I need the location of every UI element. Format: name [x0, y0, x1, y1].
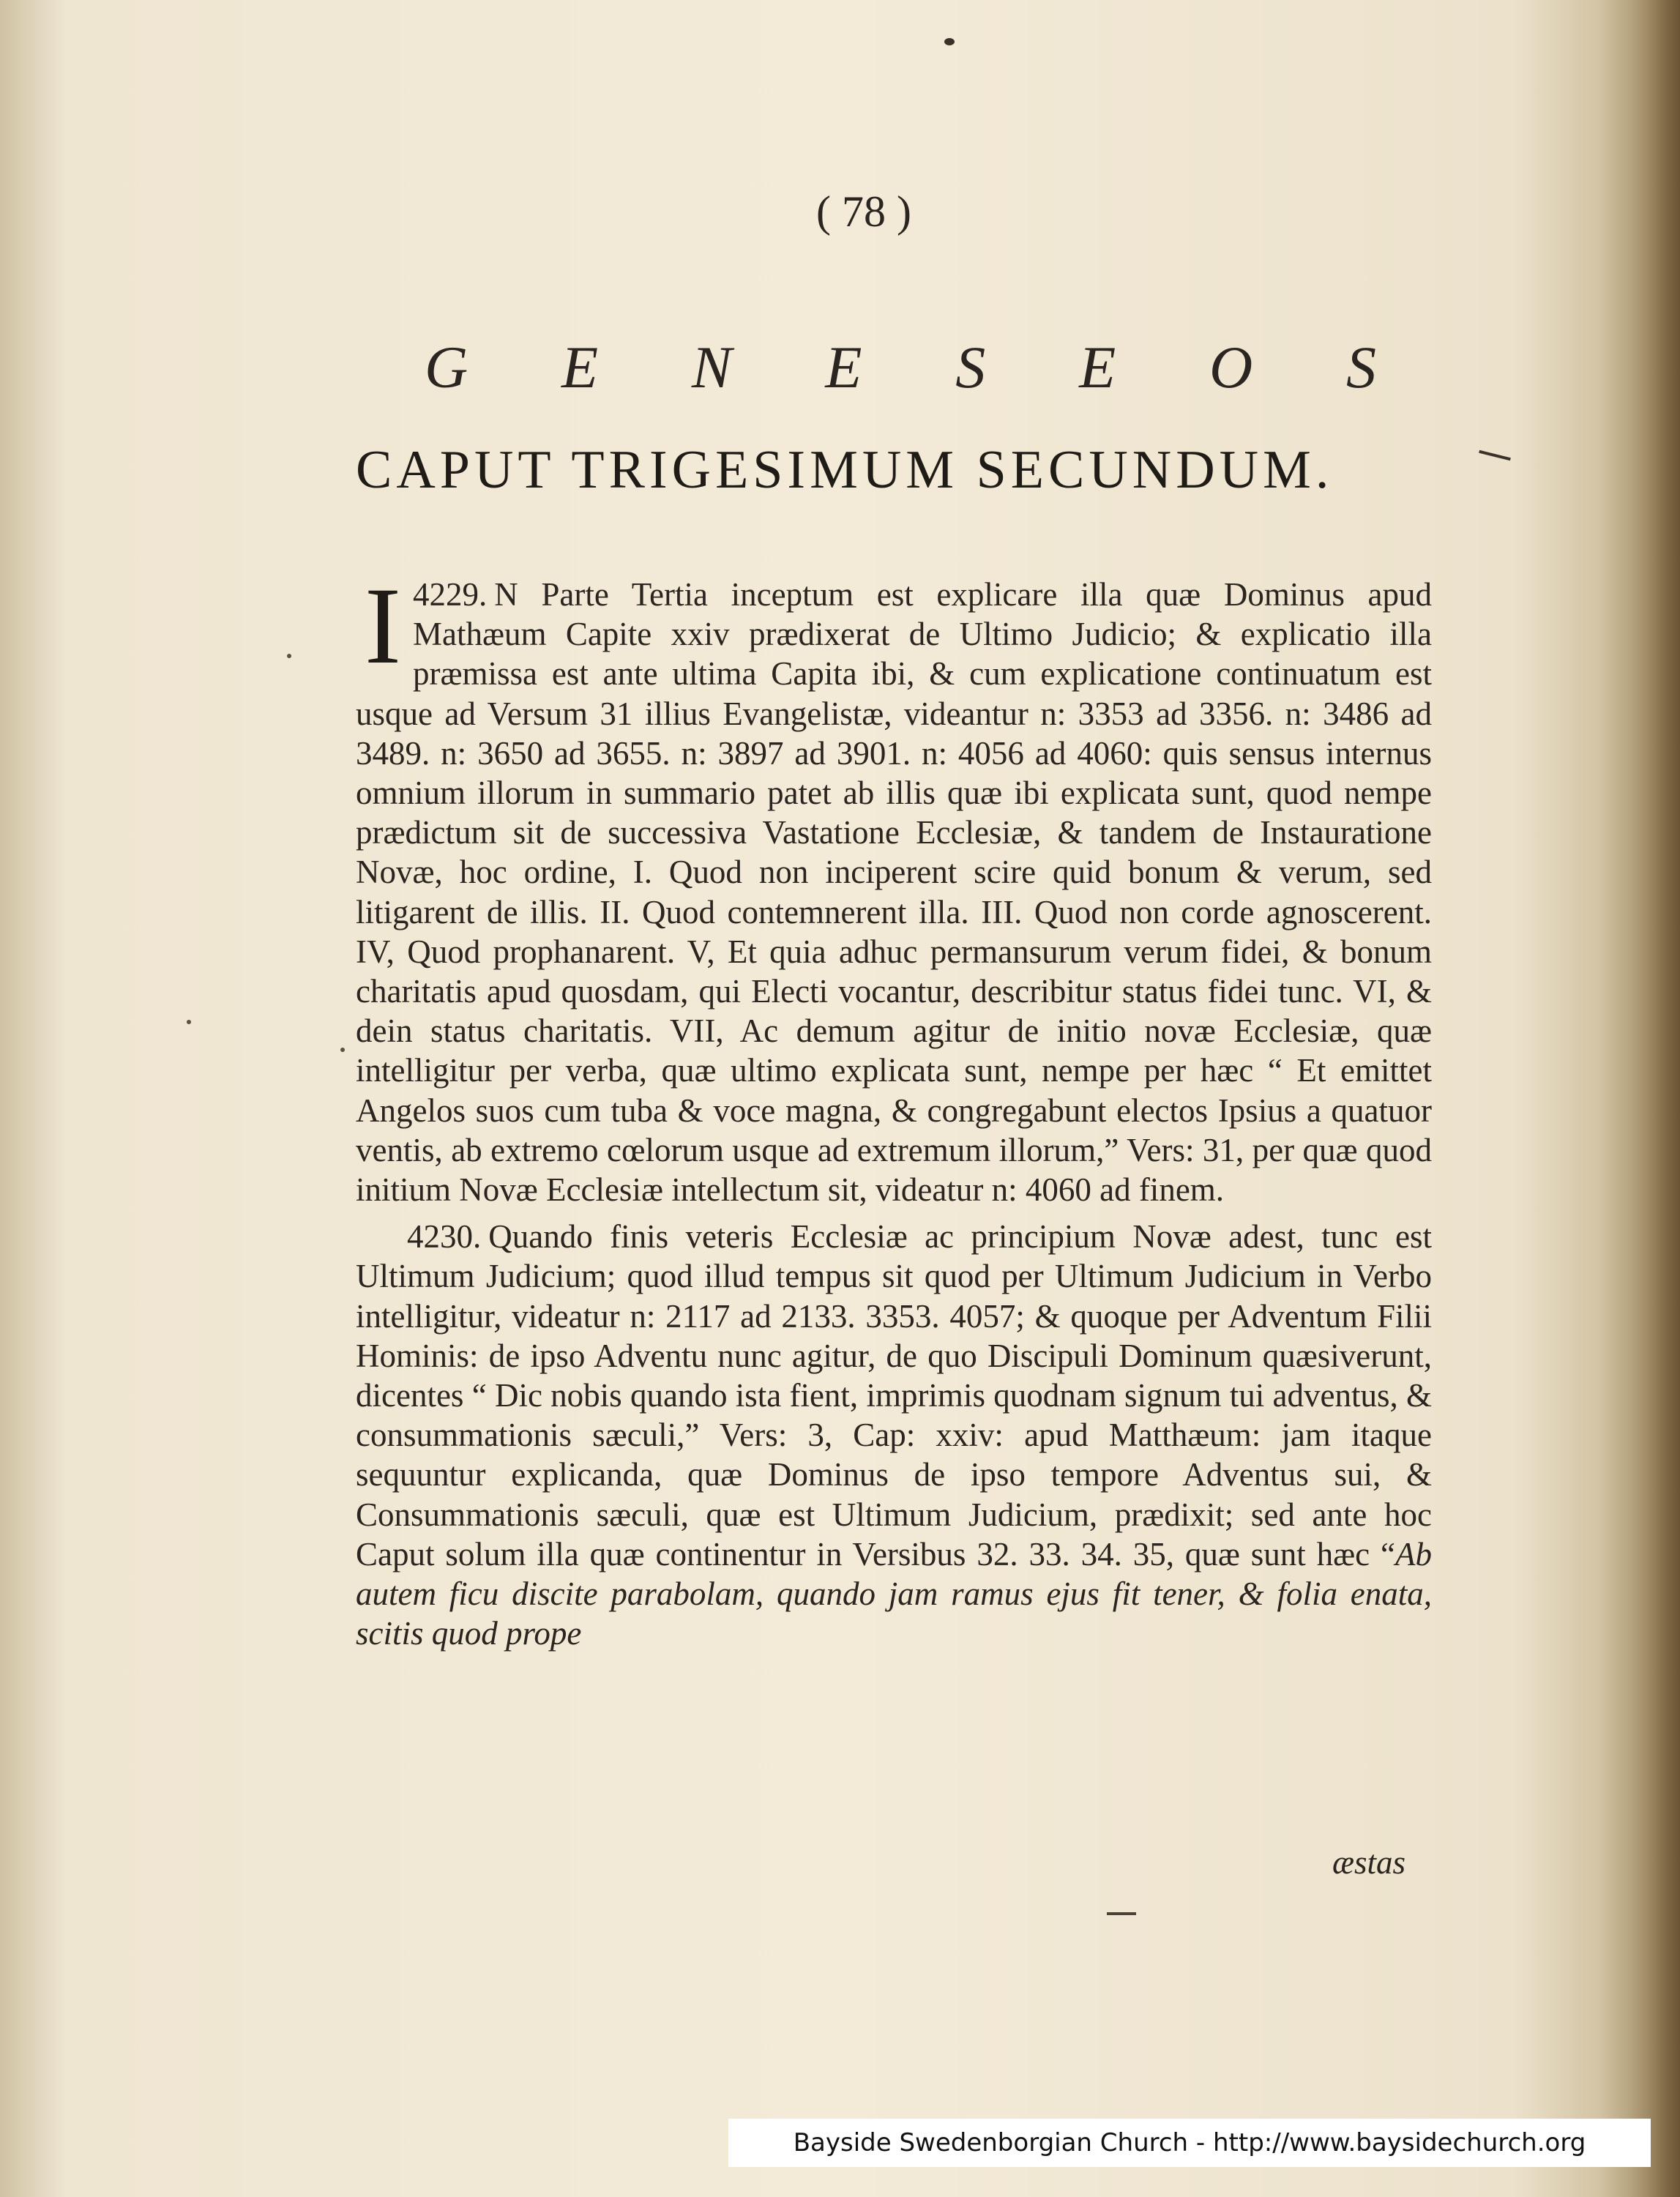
paragraph-text: N Parte Tertia inceptum est explicare illa quæ Dominus apud Mathæum Capite xxiv prædixerat de Ultimo Judicio; & explicatio illa præmissa est ante ultima Capita ibi, & cum explicatione continuatum est usque ad Versum 31 illius Evangelistæ, videantur n: 3353 ad 3356. n: 3486 ad 3489. n: 3650 ad 3655. n: 3897 ad 3901. n: 4056 ad 4060: quis sensus internus omnium illorum in summario patet ab illis quæ ibi explicata sunt, quod nempe prædictum sit de successiva Vastatione Ecclesiæ, & tandem de Instauratione Novæ, hoc ordine, I. Quod non inciperent scire quid bonum & verum, sed litigarent de illis. II. Quod contemnerent illa. III. Quod non corde agnoscerent. IV, Quod prophanarent. V, Et quia adhuc permansurum verum fidei, & bonum charitatis apud quosdam, qui Electi vocantur, describitur status fidei tunc. VI, & dein status charitatis. VII, Ac demum agitur de initio novæ Ecclesiæ, quæ intelligitur per verba, quæ ultimo explicata sunt, nempe per hæc “ Et emittet Angelos suos cum tuba & voce magna, & congregabunt electos Ipsius a quatuor ventis, ab extremo cœlorum usque ad extremum illorum,” Vers: 31, per quæ quod initium Novæ Ecclesiæ intellectum sit, videatur n: 4060 ad finem. — [356, 576, 1432, 1209]
top-ornament-mark — [944, 38, 955, 45]
section-number: 4230. — [407, 1218, 482, 1256]
chapter-title: CAPUT TRIGESIMUM SECUNDUM. — [356, 440, 1334, 500]
italic-quote: Ab autem ficu discite parabolam, quando jam ramus ejus fit tener, & folia enata, scitis quod prope — [356, 1535, 1432, 1652]
paragraph-4230 — [356, 1217, 1432, 1653]
margin-dot — [187, 1020, 191, 1024]
margin-dot — [340, 1048, 345, 1052]
body-text — [356, 565, 1432, 1653]
paragraph-text: Quando finis veteris Ecclesiæ ac principium Novæ adest, tunc est Ultimum Judicium; quod illud tempus sit quod per Ultimum Judicium in Verbo intelligitur, videatur n: 2117 ad 2133. 3353. 4057; & quoque per Adventum Filii Hominis: de ipso Adventu nunc agitur, de quo Discipuli Dominum quæsiverunt, dicentes “ Dic nobis quando ista fient, imprimis quodnam signum tui adventus, & consummationis sæculi,” Vers: 3, Cap: xxiv: apud Matthæum: jam itaque sequuntur explicanda, quæ Dominus de ipso tempore Adventus sui, & Consummationis sæculi, quæ est Ultimum Judicium, prædixit; sed ante hoc Caput solum illa quæ continentur in Versibus 32. 33. 34. 35, quæ sunt hæc “ — [356, 1218, 1432, 1573]
book-title-letter: G — [425, 334, 468, 400]
book-title-letter: O — [1209, 334, 1253, 400]
footer-credit — [728, 2119, 1651, 2167]
catchword: æstas — [1332, 1844, 1406, 1881]
section-number: 4229. — [412, 576, 488, 613]
book-title-letter: E — [1079, 334, 1116, 400]
margin-dash-mark — [1479, 450, 1511, 461]
page-number: ( 78 ) — [816, 187, 911, 236]
book-title-letter: E — [561, 334, 599, 400]
book-title-letter: S — [1346, 334, 1376, 400]
book-title-letter: N — [691, 334, 732, 400]
spine-shadow — [1599, 0, 1680, 2197]
book-title — [425, 333, 1376, 402]
margin-dot — [287, 654, 291, 658]
bottom-dash-mark — [1107, 1912, 1136, 1915]
drop-cap: I — [365, 565, 401, 687]
book-title-letter: E — [825, 334, 862, 400]
paragraph-4229 — [356, 565, 1432, 1209]
book-title-letter: S — [955, 334, 986, 400]
footer-credit-text: Bayside Swedenborgian Church - http://www.baysidechurch.org — [793, 2128, 1586, 2157]
